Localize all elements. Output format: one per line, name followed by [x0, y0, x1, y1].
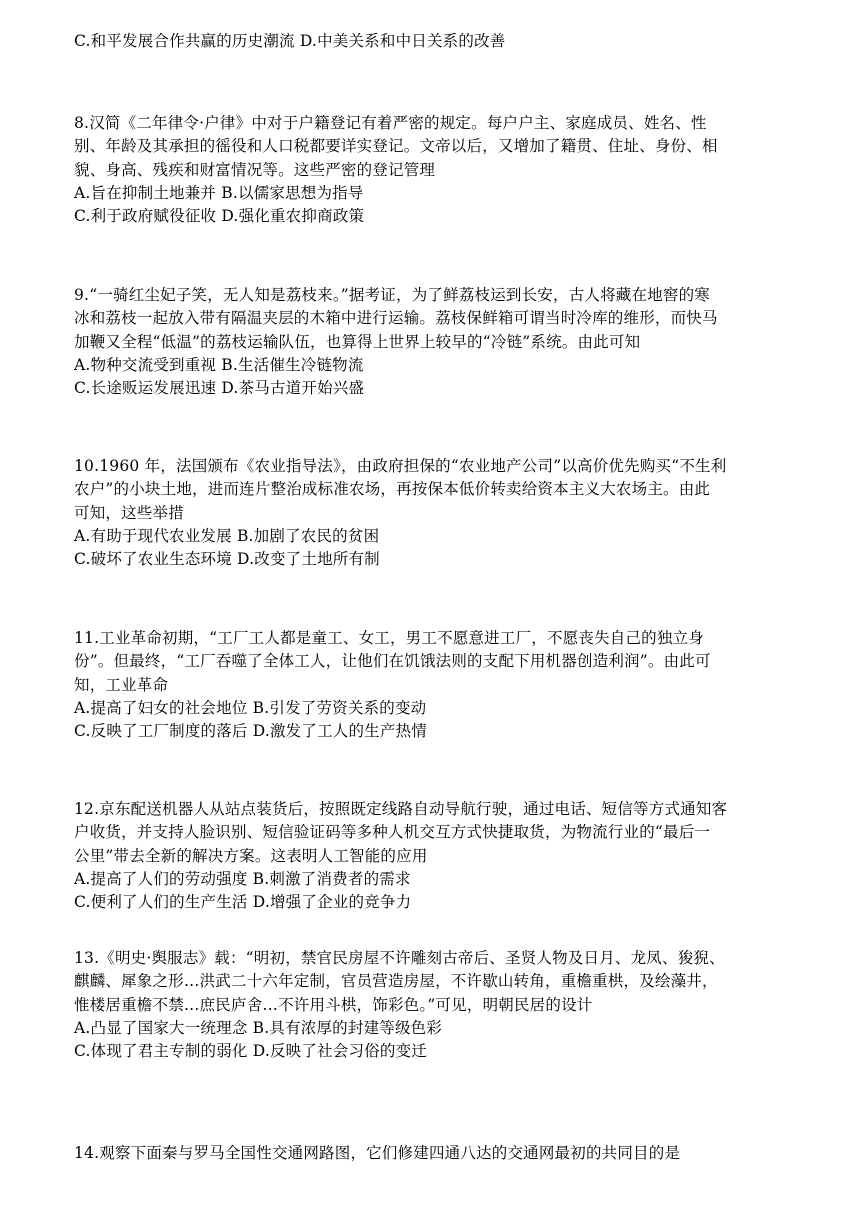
question-8-stem-line-3: 貌、身高、残疾和财富情况等。这些严密的登记管理 [74, 160, 436, 179]
question-9 [74, 284, 794, 400]
question-11-options-ab: A.提高了妇女的社会地位 B.引发了劳资关系的变动 [74, 698, 427, 717]
question-11 [74, 627, 794, 743]
question-12 [74, 798, 794, 914]
question-14 [74, 1142, 794, 1165]
question-14-stem-line-1: 14.观察下面秦与罗马全国性交通网路图，它们修建四通八达的交通网最初的共同目的是 [74, 1144, 681, 1162]
question-8-options-ab: A.旨在抑制土地兼并 B.以儒家思想为指导 [74, 183, 364, 202]
question-12-stem-line-1: 12.京东配送机器人从站点装货后，按照既定线路自动导航行驶，通过电话、短信等方式通知客 [74, 800, 728, 818]
question-13-options-ab: A.凸显了国家大一统理念 B.具有浓厚的封建等级色彩 [74, 1018, 443, 1037]
question-7-options-cd: C.和平发展合作共赢的历史潮流 D.中美关系和中日关系的改善 [74, 32, 506, 50]
question-13-stem-line-1: 13.《明史·舆服志》载：“明初，禁官民房屋不许雕刻古帝后、圣贤人物及日月、龙凤、狻猊、 [74, 949, 725, 967]
question-9-options-cd: C.长途贩运发展迅速 D.茶马古道开始兴盛 [74, 379, 365, 398]
question-11-stem-line-1: 11.工业革命初期，“工厂工人都是童工、女工，男工不愿意进工厂，不愿丧失自己的独立身 [74, 629, 704, 647]
question-11-stem-line-2: 份”。但最终，“工厂吞噬了全体工人，让他们在饥饿法则的支配下用机器创造利润”。由此可 [74, 652, 711, 671]
question-9-stem-line-2: 冰和荔枝一起放入带有隔温夹层的木箱中进行运输。荔枝保鲜箱可谓当时冷库的维形，而快马 [74, 309, 718, 328]
question-9-stem-line-1: 9.“一骑红尘妃子笑，无人知是荔枝来。”据考证，为了鲜荔枝运到长安，古人将藏在地窖的寒 [74, 286, 710, 304]
question-8-stem-line-1: 8.汉简《二年律令·户律》中对于户籍登记有着严密的规定。每户户主、家庭成员、姓名、性 [74, 114, 707, 132]
question-10-stem-line-3: 可知，这些举措 [74, 503, 184, 522]
question-7-tail [74, 30, 794, 53]
question-12-options-cd: C.便利了人们的生产生活 D.增强了企业的竞争力 [74, 893, 412, 912]
question-9-stem-line-3: 加鞭又全程“低温”的荔枝运输队伍，也算得上世界上较早的“冷链”系统。由此可知 [74, 332, 641, 351]
question-12-stem-line-2: 户收货，并支持人脸识别、短信验证码等多种人机交互方式快捷取货，为物流行业的“最后一 [74, 823, 711, 842]
question-12-options-ab: A.提高了人们的劳动强度 B.刺激了消费者的需求 [74, 869, 411, 888]
question-8 [74, 112, 794, 228]
question-12-stem-line-3: 公里”带去全新的解决方案。这表明人工智能的应用 [74, 846, 428, 865]
question-13-options-cd: C.体现了君主专制的弱化 D.反映了社会习俗的变迁 [74, 1042, 427, 1061]
question-10-stem-line-1: 10.1960 年，法国颁布《农业指导法》，由政府担保的“农业地产公司”以高价优先购买“不生利 [74, 457, 727, 475]
question-10-stem-line-2: 农户”的小块土地，进而连片整治成标准农场，再按保本低价转卖给资本主义大农场主。由此 [74, 480, 711, 499]
question-10-options-ab: A.有助于现代农业发展 B.加剧了农民的贫困 [74, 526, 380, 545]
question-13-stem-line-3: 惟楼居重檐不禁…庶民庐舍…不许用斗栱，饰彩色。”可见，明朝民居的设计 [74, 995, 593, 1014]
question-8-options-cd: C.利于政府赋役征收 D.强化重农抑商政策 [74, 207, 365, 226]
question-11-options-cd: C.反映了工厂制度的落后 D.激发了工人的生产热情 [74, 722, 427, 741]
question-11-stem-line-3: 知，工业革命 [74, 675, 169, 694]
question-8-stem-line-2: 别、年龄及其承担的徭役和人口税都要详实登记。文帝以后，又增加了籍贯、住址、身份、相 [74, 137, 718, 156]
question-13 [74, 947, 794, 1063]
question-10 [74, 455, 794, 571]
question-13-stem-line-2: 麒麟、犀象之形…洪武二十六年定制，官员营造房屋，不许歇山转角，重檐重栱，及绘藻井， [74, 972, 718, 991]
question-9-options-ab: A.物种交流受到重视 B.生活催生冷链物流 [74, 355, 364, 374]
question-10-options-cd: C.破坏了农业生态环境 D.改变了土地所有制 [74, 550, 380, 569]
